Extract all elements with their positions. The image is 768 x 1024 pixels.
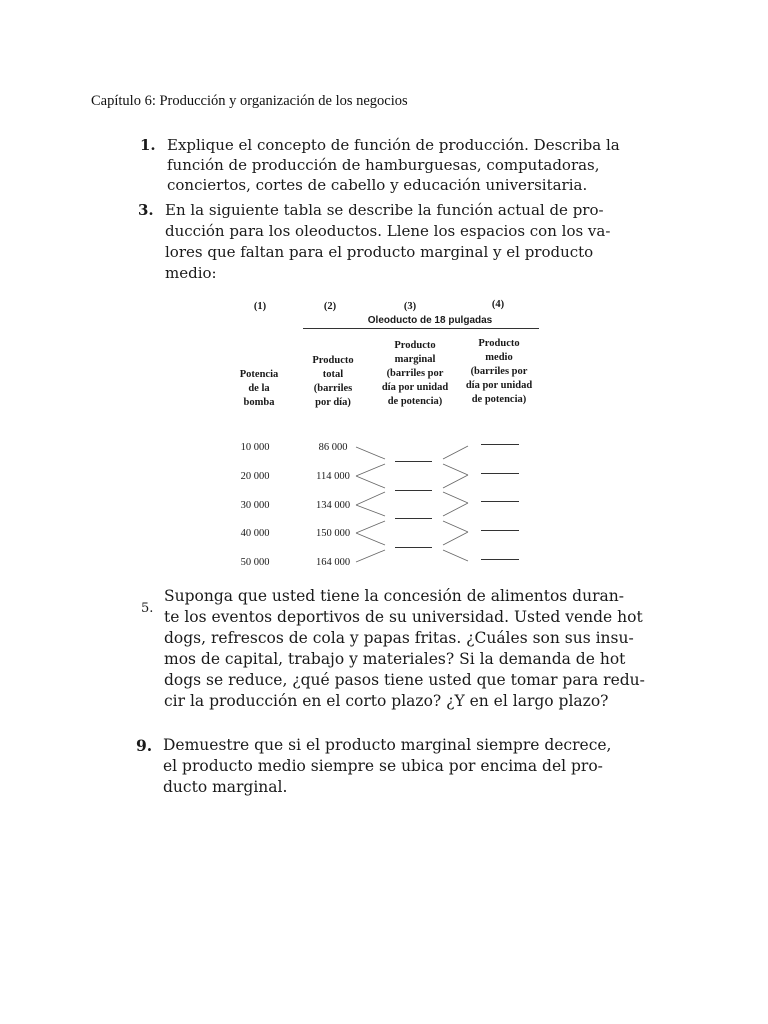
- cell-producto-total: 150 000: [315, 528, 351, 539]
- header-producto-total: Producto total (barriles por día): [312, 355, 354, 408]
- connector-line: [443, 464, 468, 475]
- connector-line: [356, 550, 385, 562]
- connector-line: [356, 447, 385, 459]
- group-header: Oleoducto de 18 pulgadas: [367, 315, 493, 326]
- connector-line: [356, 492, 385, 505]
- col-number-3: (3): [403, 301, 417, 312]
- connector-line: [443, 492, 468, 503]
- col-number-1: (1): [253, 301, 267, 312]
- cell-producto-total: 86 000: [318, 442, 348, 453]
- question-line: medio:: [165, 264, 217, 282]
- cell-potencia: 40 000: [240, 528, 270, 539]
- connector-line: [443, 475, 468, 488]
- connector-line: [356, 521, 385, 533]
- connector-line: [443, 550, 468, 561]
- question-line: el producto medio siempre se ubica por encima del pro-: [163, 757, 603, 775]
- question-line: te los eventos deportivos de su universidad. Usted vende hot: [164, 608, 643, 626]
- cell-producto-total: 134 000: [315, 500, 351, 511]
- connector-line: [443, 503, 468, 516]
- cell-potencia: 50 000: [240, 557, 270, 568]
- question-line: Suponga que usted tiene la concesión de alimentos duran-: [164, 587, 624, 605]
- chapter-title: Capítulo 6: Producción y organización de los negocios: [91, 93, 408, 109]
- question-line: dogs, refrescos de cola y papas fritas. ¿Cuáles son sus insu-: [164, 629, 634, 647]
- connector-line: [443, 532, 468, 545]
- connector-line: [443, 446, 468, 459]
- question-line: lores que faltan para el producto marginal y el producto: [165, 243, 594, 261]
- question-line: Demuestre que si el producto marginal siempre decrece,: [163, 736, 612, 754]
- question-number: 9.: [136, 736, 153, 755]
- question-line: Explique el concepto de función de producción. Describa la: [167, 136, 620, 154]
- question-line: En la siguiente tabla se describe la función actual de pro-: [165, 201, 604, 219]
- cell-producto-total: 164 000: [315, 557, 351, 568]
- question-number: 1.: [140, 136, 156, 154]
- header-producto-medio: Producto medio (barriles por día por unidad de potencia): [465, 338, 533, 405]
- question-line: dogs se reduce, ¿qué pasos tiene usted que tomar para redu-: [164, 671, 645, 689]
- cell-potencia: 20 000: [240, 471, 270, 482]
- question-number: 5.: [141, 601, 154, 616]
- question-line: función de producción de hamburguesas, computadoras,: [167, 156, 600, 174]
- connector-line: [356, 533, 385, 545]
- header-potencia: Potencia de la bomba: [239, 369, 279, 408]
- connector-line: [356, 505, 385, 516]
- connector-line: [356, 476, 385, 488]
- col-number-2: (2): [323, 301, 337, 312]
- question-line: ducto marginal.: [163, 778, 288, 796]
- connector-line: [443, 521, 468, 532]
- cell-potencia: 30 000: [240, 500, 270, 511]
- question-line: cir la producción en el corto plazo? ¿Y en el largo plazo?: [164, 692, 609, 710]
- question-number: 3.: [138, 201, 154, 219]
- cell-potencia: 10 000: [240, 442, 270, 453]
- col-number-4: (4): [491, 299, 505, 310]
- question-line: ducción para los oleoductos. Llene los espacios con los va-: [165, 222, 611, 240]
- cell-producto-total: 114 000: [316, 471, 350, 482]
- connector-line: [356, 464, 385, 476]
- question-line: conciertos, cortes de cabello y educación universitaria.: [167, 176, 588, 194]
- header-producto-marginal: Producto marginal (barriles por día por unidad de potencia): [381, 340, 449, 407]
- question-line: mos de capital, trabajo y materiales? Si la demanda de hot: [164, 650, 626, 668]
